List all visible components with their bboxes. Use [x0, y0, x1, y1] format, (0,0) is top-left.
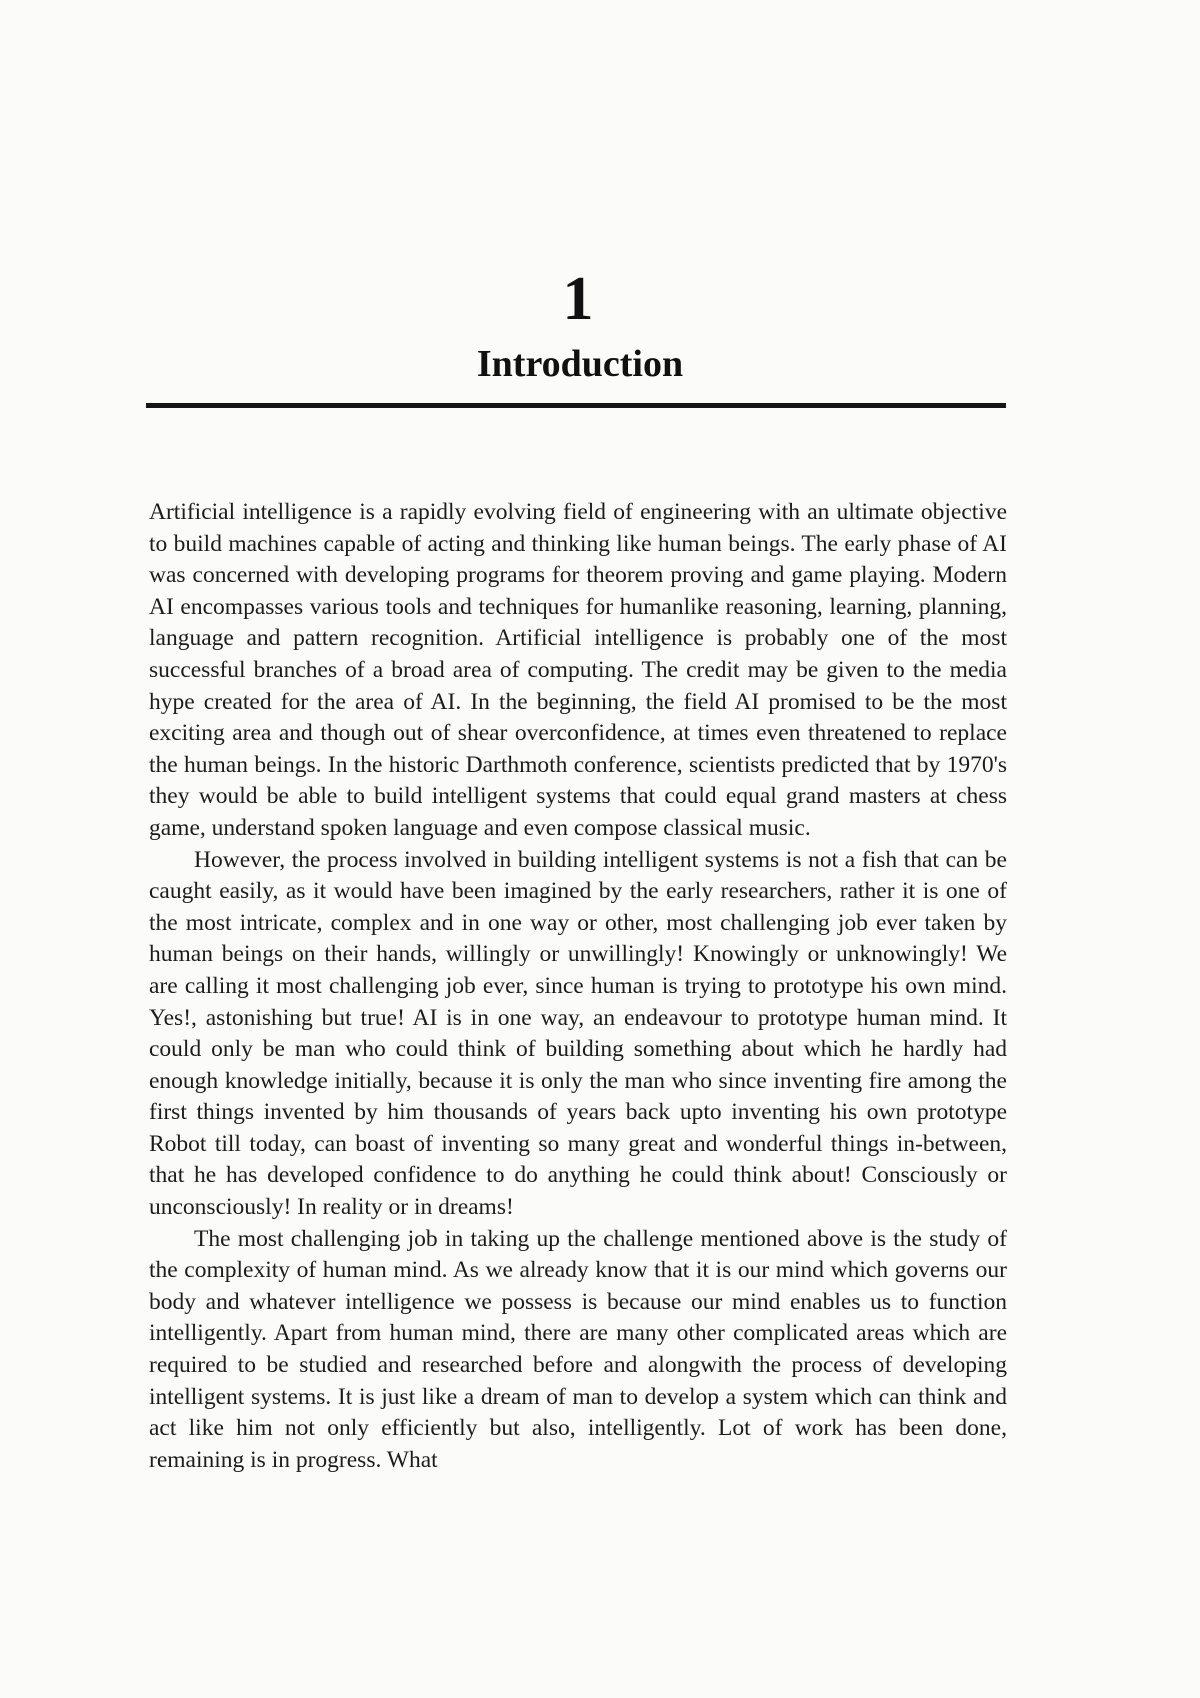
paragraph: The most challenging job in taking up the challenge mentioned above is the study of the complexity of human mind. As we already know that it is our mind which governs our body and whatever intelligence we possess is because our mind enables us to function intelligently. Apart from human mind, there are many other complicated areas which are required to be studied and researched before and alongwith the process of developing intelligent systems. It is just like a dream of man to develop a system which can think and act like him not only efficiently but also, intelligently. Lot of work has been done, remaining is in progress. What: [149, 1225, 1007, 1473]
chapter-body: [149, 497, 1007, 1476]
title-divider: [146, 403, 1006, 408]
chapter-title: Introduction: [476, 343, 684, 385]
chapter-number: 1: [562, 265, 594, 333]
paragraph: Artificial intelligence is a rapidly evolving field of engineering with an ultimate objective to build machines capable of acting and thinking like human beings. The early phase of AI was concerned with developing programs for theorem proving and game playing. Modern AI encompasses various tools and techniques for humanlike reasoning, learning, planning, language and pattern recognition. Artificial intelligence is probably one of the most successful branches of a broad area of computing. The credit may be given to the media hype created for the area of AI. In the beginning, the field AI promised to be the most exciting area and though out of shear overconfidence, at times even threatened to replace the human beings. In the historic Darthmoth conference, scientists predicted that by 1970's they would be able to build intelligent systems that could equal grand masters at chess game, understand spoken language and even compose classical music.: [149, 499, 1007, 841]
paragraph: However, the process involved in building intelligent systems is not a fish that can be caught easily, as it would have been imagined by the early researchers, rather it is one of the most intricate, complex and in one way or other, most challenging job ever taken by human beings on their hands, willingly or unwillingly! Knowingly or unknowingly! We are calling it most challenging job ever, since human is trying to prototype his own mind. Yes!, astonishing but true! AI is in one way, an endeavour to prototype human mind. It could only be man who could think of building something about which he hardly had enough knowledge initially, because it is only the man who since inventing fire among the first things invented by him thousands of years back upto inventing his own prototype Robot till today, can boast of inventing so many great and wonderful things in-between, that he has developed confidence to do anything he could think about! Consciously or unconsciously! In reality or in dreams!: [149, 846, 1007, 1221]
